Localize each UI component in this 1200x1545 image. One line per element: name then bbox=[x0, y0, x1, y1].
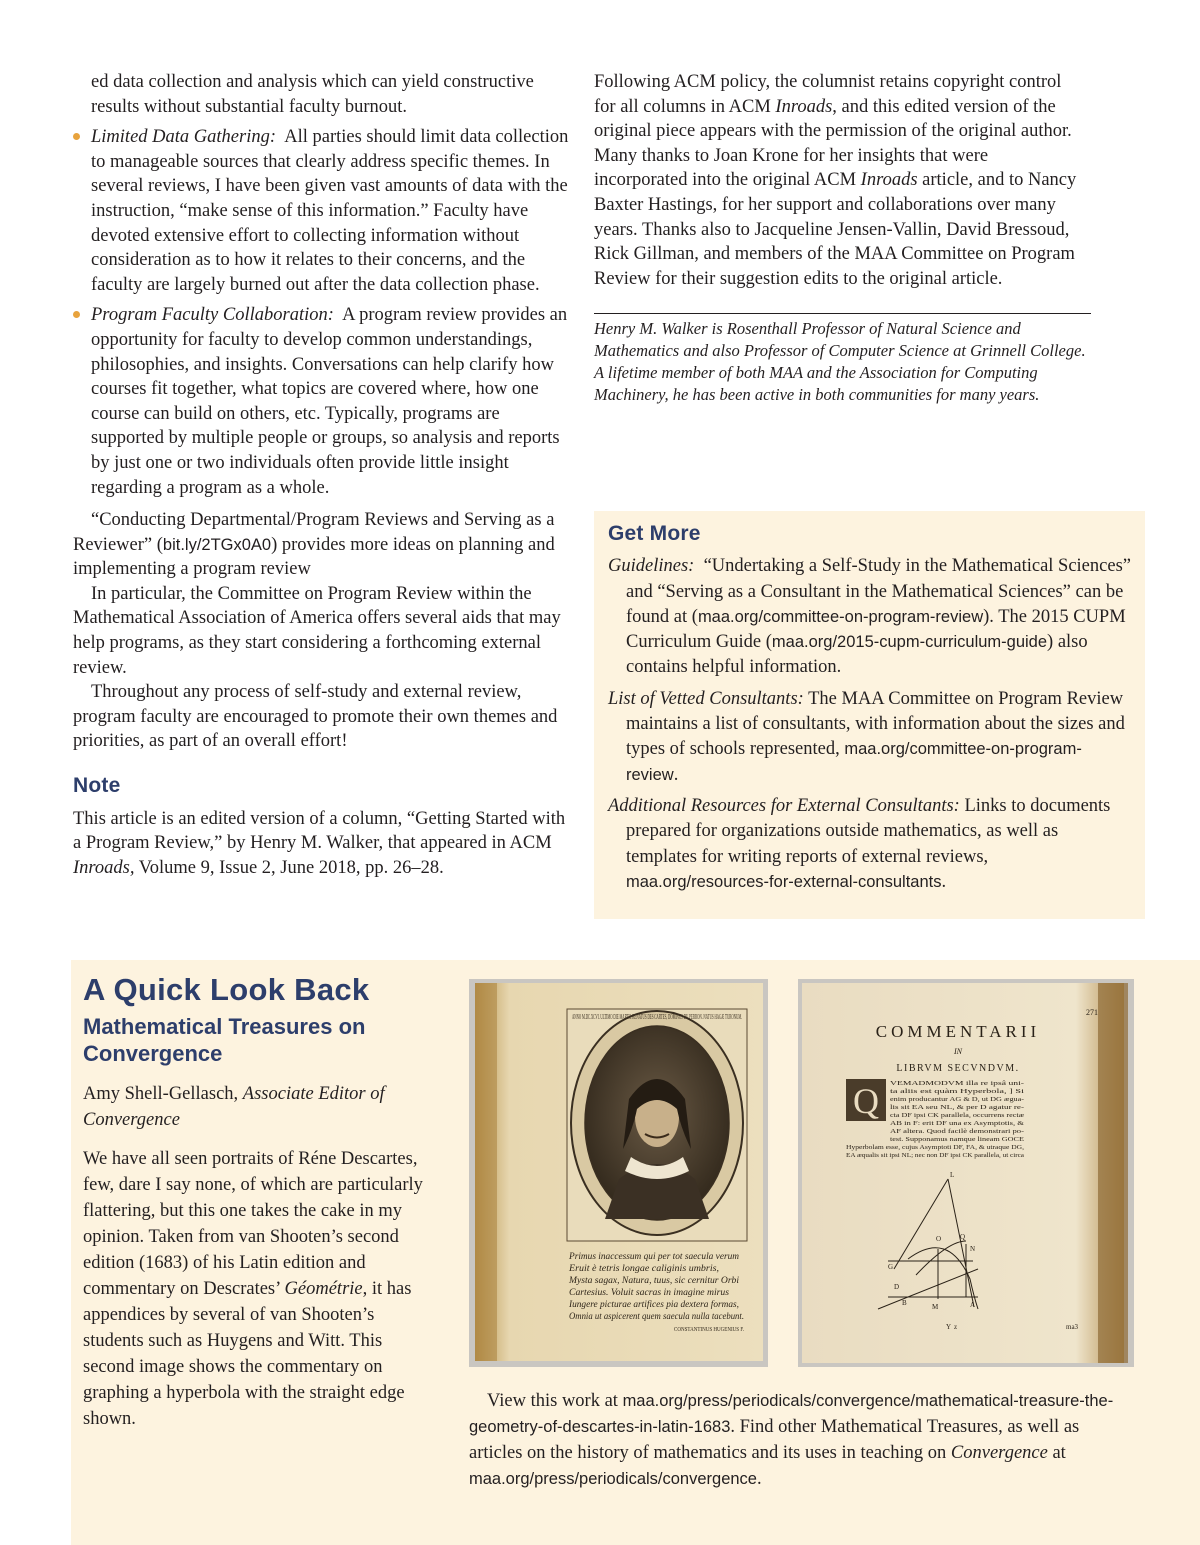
bullet-text: A program review provides an opportunity for faculty to develop common understandings, philosophies, and insights. Conversations can help clarify how courses fit together, what topics are covered where, how one course can build on others, etc. Typically, programs are supported by multiple people or groups, so analysis and reports by just one or two individuals often provide little insight regarding a program as a whole. bbox=[91, 305, 568, 498]
list-item bbox=[73, 303, 573, 500]
commentary-title: COMMENTARII bbox=[875, 1022, 1041, 1041]
commentary-footer: ma3 bbox=[1066, 1323, 1079, 1331]
paragraph: In particular, the Committee on Program Review within the Mathematical Association of America offers several aids that may help programs, as they start considering a forthcoming external review. bbox=[73, 583, 561, 678]
link[interactable]: bit.ly/2TGx0A0 bbox=[162, 535, 272, 554]
diagram-label: L bbox=[950, 1171, 955, 1179]
bullet-icon bbox=[73, 311, 80, 318]
diagram-label: N bbox=[970, 1245, 976, 1253]
section-body bbox=[83, 1146, 438, 1432]
page-number: 271 bbox=[1086, 1008, 1098, 1017]
paragraph-text: “Conducting Departmental/Program Reviews and Serving as a Reviewer” ( bbox=[73, 510, 555, 555]
portrait-verse-line: Primus inaccessum qui per tot saecula verum bbox=[567, 1251, 740, 1261]
commentary-line: ta aliis est quàm Hyperbola, ] Si bbox=[890, 1089, 1025, 1095]
drop-cap: Q bbox=[853, 1081, 879, 1121]
commentary-line: lis sit EA seu NL, & per D agatur re- bbox=[890, 1105, 1025, 1111]
paragraph-emphasis: Inroads bbox=[775, 96, 833, 117]
caption-text: View this work at bbox=[487, 1391, 623, 1411]
commentary-in: IN bbox=[954, 1047, 962, 1056]
link[interactable]: maa.org/committee-on-program-review bbox=[626, 740, 1082, 784]
portrait-verse-line: Eruit è tetris longae caliginis umbris, bbox=[567, 1263, 719, 1273]
image-caption bbox=[469, 1388, 1129, 1492]
paragraph-text: , and this edited version of the original piece appears with the permission of the original author. Many thanks to Joan Krone for her insights that were incorporated into the original ACM bbox=[594, 96, 1072, 191]
commentary-line: cta DF ipsi CK parallela, occurrens rectæ bbox=[890, 1113, 1024, 1119]
diagram-label: O bbox=[936, 1235, 942, 1243]
bullet-text: All parties should limit data collection to manageable sources that clearly address specific themes. In several reviews, I have been given vast amounts of data with the instruction, “make sense of this information.” Faculty have devoted extensive effort to collecting information without consideration as to how it relates to their concerns, and the faculty are largely burned out after the data collection phase. bbox=[91, 127, 569, 295]
paragraph-text: article, and to Nancy Baxter Hastings, for her support and collaborations over many years. Thanks also to Jacqueline Jensen-Vallin, David Bressoud, Rick Gillman, and members of the MAA Committee on Program Review for their suggestion edits to the original article. bbox=[594, 170, 1077, 289]
portrait-verse-line: Omnia ut aspicerent quem saecula nulla tacebunt. bbox=[569, 1311, 744, 1321]
diagram-label: Q bbox=[960, 1233, 966, 1241]
item-label: Additional Resources for External Consultants: bbox=[608, 795, 960, 816]
portrait-verse-line: Cartesius. Voluit sacras in imagine mirus bbox=[569, 1287, 730, 1297]
list-item bbox=[608, 554, 1131, 680]
item-text: ) also contains helpful information. bbox=[626, 632, 1088, 678]
acknowledgement-paragraph bbox=[594, 70, 1094, 291]
caption-text: at bbox=[1047, 1443, 1066, 1463]
item-text: “Undertaking a Self-Study in the Mathematical Sciences” and “Serving as a Consultant in the Mathematical Sciences” can be found at ( bbox=[626, 556, 1131, 627]
author-name: Amy Shell-Gellasch, bbox=[83, 1084, 239, 1104]
commentary-liber: LIBRVM SECVNDVM. bbox=[896, 1063, 1020, 1074]
descartes-portrait-image bbox=[469, 979, 768, 1367]
bullet-list bbox=[73, 125, 573, 500]
portrait-verse-line: Iungere picturae artifices pia dextera formas, bbox=[567, 1299, 739, 1309]
commentary-page-image bbox=[798, 979, 1134, 1367]
commentary-line: EA æqualis sit ipsi NL; nec non DF ipsi CK parallela, ut circa bbox=[846, 1153, 1025, 1159]
caption-text: . bbox=[757, 1469, 762, 1489]
diagram-label: B bbox=[902, 1299, 907, 1307]
section-title: A Quick Look Back bbox=[83, 972, 370, 1007]
portrait-ring-text: ANNO M.DC.XCVI. ULTIMO DIE MARTII. RENATUS DES CARTES, DOMINUS DU PERRON. NATUS HAGÆ TURONUM. bbox=[572, 1012, 743, 1021]
bullet-icon bbox=[73, 133, 80, 140]
caption-text: . Find other Mathematical Treasures, as well as articles on the history of mathematics and its uses in teaching on bbox=[469, 1417, 1080, 1463]
link[interactable]: maa.org/committee-on-program-review bbox=[697, 607, 984, 626]
paragraph bbox=[73, 508, 573, 582]
note-text: This article is an edited version of a column, “Getting Started with a Program Review,” by Henry M. Walker, that appeared in ACM bbox=[73, 808, 566, 854]
byline bbox=[83, 1081, 433, 1133]
link[interactable]: maa.org/press/periodicals/convergence/mathematical-treasure-the-geometry-of-descartes-in-latin-1683 bbox=[469, 1392, 1114, 1436]
right-column bbox=[594, 70, 1094, 406]
link[interactable]: maa.org/resources-for-external-consultants bbox=[626, 872, 942, 891]
paragraph-text: Following ACM policy, the columnist retains copyright control for all columns in ACM bbox=[594, 72, 1062, 117]
list-item bbox=[608, 687, 1131, 788]
divider bbox=[594, 313, 1091, 314]
diagram-label: G bbox=[888, 1263, 894, 1271]
item-text: Links to documents prepared for organizations outside mathematics, as well as templates for writing reports of external reviews, bbox=[626, 795, 1111, 867]
portrait-verse-line: Mysta sagax, Natura, tuus, sic cernitur Orbi bbox=[567, 1275, 740, 1285]
list-item bbox=[73, 125, 573, 297]
commentary-line: AB in F: erit DF una ex Asymptotis, & bbox=[890, 1121, 1025, 1127]
item-text: The MAA Committee on Program Review maintains a list of consultants, with information about the sizes and types of schools represented, bbox=[626, 688, 1125, 760]
note-emphasis: Inroads, bbox=[73, 857, 135, 878]
section-subtitle: Mathematical Treasures on Convergence bbox=[83, 1014, 366, 1066]
item-text: . bbox=[941, 871, 947, 892]
body-emphasis: Géométrie bbox=[284, 1279, 363, 1299]
link[interactable]: maa.org/press/periodicals/convergence bbox=[469, 1470, 757, 1488]
diagram-label: Y bbox=[946, 1323, 952, 1331]
link[interactable]: maa.org/2015-cupm-curriculum-guide bbox=[771, 633, 1048, 652]
paragraph: Throughout any process of self-study and external review, program faculty are encouraged to promote their own themes and priorities, as part of an overall effort! bbox=[73, 682, 558, 752]
commentary-line: AF altera. Quod facilè demonstrari po- bbox=[890, 1129, 984, 1135]
commentary-illustration bbox=[798, 979, 1134, 1367]
portrait-illustration bbox=[469, 979, 768, 1367]
left-column bbox=[73, 70, 573, 880]
commentary-line: test. Supponamus namque lineam GOCE bbox=[890, 1137, 1025, 1143]
paragraph-text: ) provides more ideas on planning and implementing a program review bbox=[73, 534, 555, 580]
body-text: We have all seen portraits of Réne Descartes, few, dare I say none, of which are particularly flattering, but this one takes the cake in my opinion. Taken from van Shooten’s second edition (1683) of his Latin edition and commentary on Descrates’ bbox=[83, 1149, 423, 1299]
look-back-section bbox=[71, 960, 1200, 1545]
get-more-heading: Get More bbox=[608, 522, 701, 545]
portrait-signature: CONSTANTINUS HUGENIUS F. bbox=[674, 1326, 745, 1333]
note-paragraph bbox=[73, 807, 573, 881]
commentary-line: Hyperbolam esse, cujus Asymptoti DF, FA, & utraque DG, bbox=[846, 1145, 1025, 1151]
diagram-label: D bbox=[894, 1283, 900, 1291]
item-label: List of Vetted Consultants: bbox=[608, 688, 804, 709]
author-role: Associate Editor of Convergence bbox=[83, 1084, 385, 1130]
bullet-title: Limited Data Gathering: bbox=[91, 127, 276, 148]
diagram-label: z bbox=[954, 1323, 958, 1331]
diagram-label: A bbox=[970, 1301, 976, 1309]
body-text: , it has appendices by several of van Shooten’s students such as Huygens and Witt. This second image shows the commentary on graphing a hyperbola with the straight edge shown. bbox=[83, 1279, 412, 1429]
paragraph-emphasis: Inroads bbox=[860, 170, 918, 191]
get-more-box bbox=[594, 511, 1145, 919]
list-item bbox=[608, 794, 1131, 895]
commentary-line: VEMADMODVM illa re ipsâ uni- bbox=[890, 1081, 1024, 1087]
item-label: Guidelines: bbox=[608, 556, 695, 577]
item-text: ). The 2015 CUPM Curriculum Guide ( bbox=[626, 606, 1126, 653]
caption-emphasis: Convergence bbox=[950, 1443, 1048, 1463]
intro-paragraph: ed data collection and analysis which can yield constructive results without substantial faculty burnout. bbox=[91, 72, 534, 117]
diagram-label: M bbox=[932, 1303, 939, 1311]
bullet-title: Program Faculty Collaboration: bbox=[91, 305, 334, 326]
note-text: Volume 9, Issue 2, June 2018, pp. 26–28. bbox=[134, 857, 444, 878]
commentary-line: enim producantur AG & D, ut DG ægua- bbox=[890, 1097, 1024, 1103]
note-heading: Note bbox=[73, 774, 121, 798]
item-text: . bbox=[673, 764, 679, 785]
author-bio: Henry M. Walker is Rosenthall Professor of Natural Science and Mathematics and also Professor of Computer Science at Grinnell College. A lifetime member of both MAA and the Association for Computing Machinery, he has been active in both communities for many years. bbox=[594, 319, 1086, 404]
